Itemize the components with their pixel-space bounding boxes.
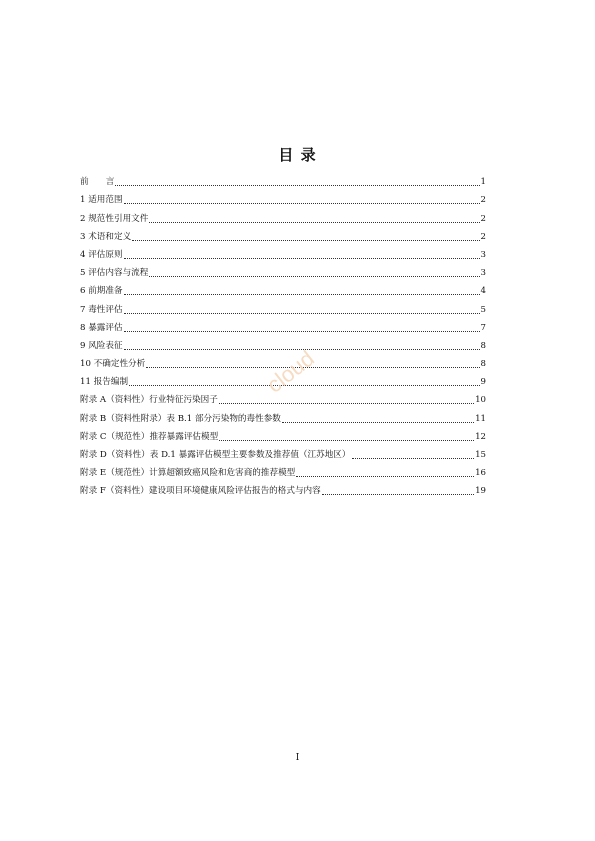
toc-leader-dots [149, 222, 479, 223]
toc-leader-dots [296, 476, 474, 477]
toc-entry[interactable] [80, 225, 486, 243]
toc-entry-page: 2 [480, 231, 486, 242]
toc-entry[interactable] [80, 206, 486, 224]
toc-entry[interactable] [80, 425, 486, 443]
toc-entry-page: 15 [475, 450, 486, 460]
toc-entry-page: 12 [475, 431, 486, 442]
toc-entry-page: 7 [480, 322, 486, 333]
toc-entry[interactable] [80, 188, 486, 206]
toc-entry-label: 附录 C（规范性）推荐暴露评估模型 [80, 431, 219, 442]
toc-entry-label: 10 不确定性分析 [80, 359, 146, 370]
toc-entry-label: 7 毒性评估 [80, 304, 123, 315]
toc-leader-dots [124, 294, 480, 295]
toc-entry-page: 8 [480, 340, 486, 351]
table-of-contents [80, 170, 486, 497]
toc-entry-page: 4 [480, 286, 486, 297]
toc-entry-label: 5 评估内容与流程 [80, 268, 149, 279]
toc-leader-dots [352, 458, 475, 459]
toc-entry[interactable] [80, 170, 486, 188]
toc-entry-label: 11 报告编制 [80, 377, 129, 388]
toc-entry[interactable] [80, 261, 486, 279]
toc-leader-dots [322, 494, 474, 495]
toc-leader-dots [282, 422, 474, 423]
toc-leader-dots [124, 203, 480, 204]
toc-entry-label: 4 评估原则 [80, 249, 123, 260]
toc-entry[interactable] [80, 316, 486, 334]
toc-leader-dots [115, 185, 479, 186]
toc-entry[interactable] [80, 406, 486, 424]
toc-entry-label: 附录 B（资料性附录）表 B.1 部分污染物的毒性参数 [80, 413, 281, 424]
toc-entry-label: 附录 F（资料性）建设项目环境健康风险评估报告的格式与内容 [80, 486, 321, 497]
toc-entry-label: 1 适用范围 [80, 195, 123, 206]
toc-leader-dots [129, 385, 479, 386]
toc-leader-dots [149, 276, 479, 277]
toc-entry-label: 附录 D（资料性）表 D.1 暴露评估模型主要参数及推荐值（江苏地区） [80, 450, 351, 460]
toc-entry-label: 8 暴露评估 [80, 322, 123, 333]
toc-entry-page: 11 [475, 413, 486, 424]
toc-entry[interactable] [80, 461, 486, 479]
toc-entry-page: 10 [475, 395, 486, 406]
toc-entry-label: 前 言 [80, 177, 115, 188]
watermark: cloud [262, 345, 319, 398]
toc-entry[interactable] [80, 479, 486, 497]
toc-leader-dots [124, 313, 480, 314]
toc-title: 目 录 [278, 146, 317, 164]
toc-entry[interactable] [80, 279, 486, 297]
toc-entry-label: 6 前期准备 [80, 286, 123, 297]
toc-entry-page: 2 [480, 195, 486, 206]
toc-entry-page: 1 [480, 177, 486, 188]
toc-entry-page: 3 [480, 249, 486, 260]
toc-entry-label: 2 规范性引用文件 [80, 213, 149, 224]
toc-entry-page: 19 [475, 486, 486, 497]
toc-leader-dots [132, 240, 479, 241]
toc-entry[interactable] [80, 297, 486, 315]
toc-entry-label: 附录 A（资料性）行业特征污染因子 [80, 395, 218, 406]
toc-leader-dots [219, 403, 474, 404]
toc-leader-dots [124, 258, 480, 259]
toc-leader-dots [219, 440, 474, 441]
toc-entry-page: 9 [480, 377, 486, 388]
toc-leader-dots [124, 331, 480, 332]
toc-entry[interactable] [80, 334, 486, 352]
toc-entry-page: 8 [480, 359, 486, 370]
toc-entry-label: 3 术语和定义 [80, 231, 132, 242]
toc-entry-page: 16 [475, 468, 486, 479]
page-number: I [295, 753, 300, 763]
toc-entry[interactable] [80, 443, 486, 461]
toc-entry-page: 3 [480, 268, 486, 279]
toc-entry-label: 9 风险表征 [80, 340, 123, 351]
toc-entry-label: 附录 E（规范性）计算超额致癌风险和危害商的推荐模型 [80, 468, 296, 479]
toc-entry-page: 2 [480, 213, 486, 224]
toc-entry[interactable] [80, 243, 486, 261]
toc-entry-page: 5 [480, 304, 486, 315]
